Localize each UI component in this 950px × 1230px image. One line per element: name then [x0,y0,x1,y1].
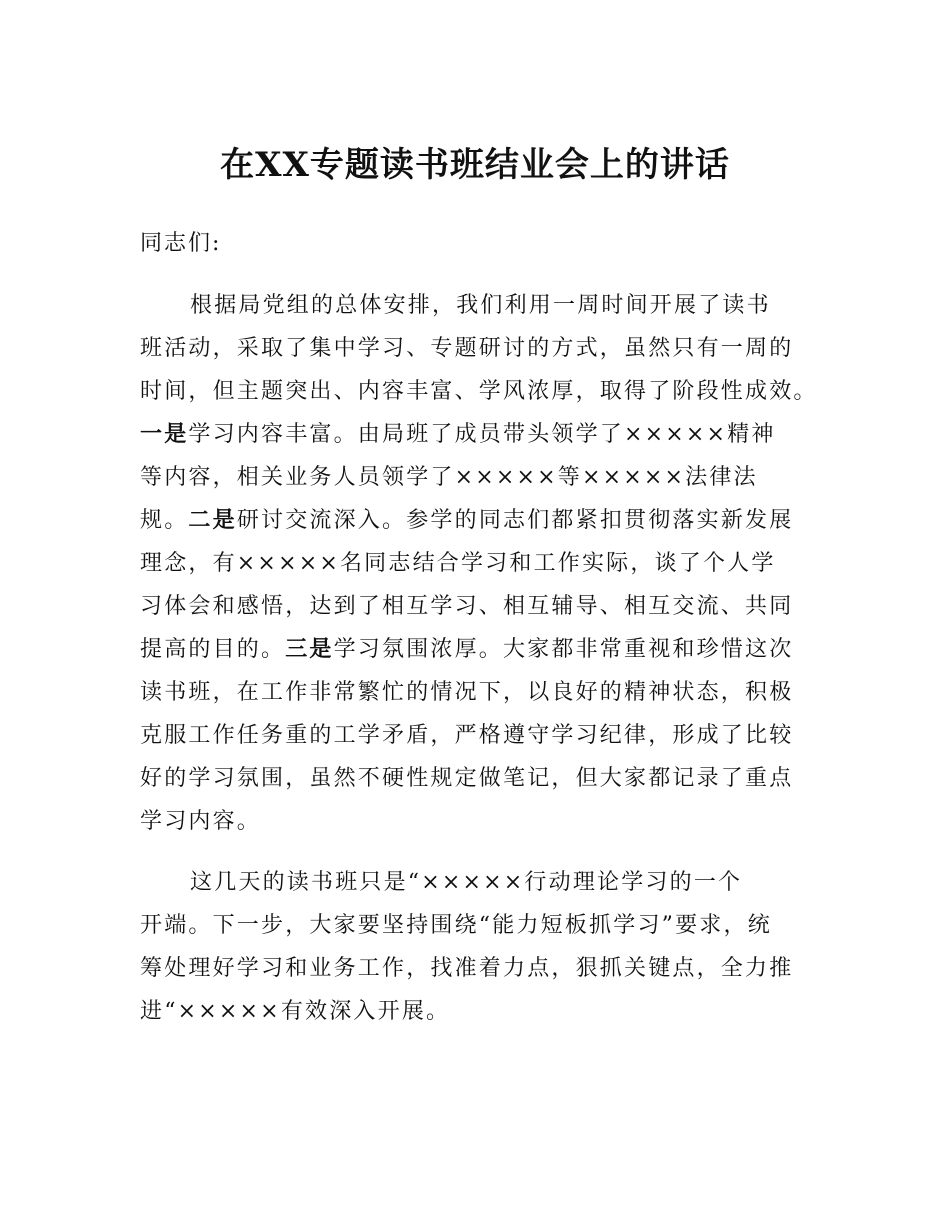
text-line [140,714,812,757]
text-segment: 理念，有×××××名同志结合学习和工作实际，谈了个人学 [140,551,776,576]
text-segment: 好的学习氛围，虽然不硬性规定做笔记，但大家都记录了重点 [140,766,794,791]
text-line [140,456,812,499]
text-segment: 等内容，相关业务人员领学了×××××等×××××法律法 [140,465,758,490]
text-line [140,671,812,714]
text-line [140,542,812,585]
text-line [140,284,812,327]
text-segment: 进“×××××有效深入开展。 [140,999,451,1024]
text-line [140,861,812,904]
text-segment: 学习内容。 [140,809,262,834]
text-line [140,990,812,1033]
text-segment: 规。 [140,508,189,533]
emphasis-label: 二是 [188,507,237,533]
text-line [140,413,812,456]
text-segment: 研讨交流深入。参学的同志们都紧扣贯彻落实新发展 [236,508,794,533]
text-segment: 学习内容丰富。由局班了成员带头领学了×××××精神 [188,422,776,447]
text-segment: 时间，但主题突出、内容丰富、学风浓厚，取得了阶段性成效。 [140,379,818,404]
text-segment: 提高的目的。 [140,637,286,662]
text-segment: 根据局党组的总体安排，我们利用一周时间开展了读书 [190,293,771,318]
text-segment: 筹处理好学习和业务工作，找准着力点，狠抓关键点，全力推 [140,956,794,981]
text-line [140,947,812,990]
salutation: 同志们: [140,231,222,256]
text-segment: 习体会和感悟，达到了相互学习、相互辅导、相互交流、共同 [140,594,794,619]
text-line [140,904,812,947]
text-line [140,370,818,413]
text-segment: 班活动，采取了集中学习、专题研讨的方式，虽然只有一周的 [140,336,794,361]
text-segment: 克服工作任务重的工学矛盾，严格遵守学习纪律，形成了比较 [140,723,794,748]
document-title: 在XX专题读书班结业会上的讲话 [220,145,730,185]
paragraph-1 [140,284,818,843]
text-line [140,628,812,671]
text-segment: 开端。下一步，大家要坚持围绕“能力短板抓学习”要求，统 [140,913,772,938]
text-line [140,585,812,628]
text-line [140,800,812,843]
text-segment: 这几天的读书班只是“×××××行动理论学习的一个 [190,870,743,895]
paragraph-2 [140,861,812,1033]
text-line [140,499,812,542]
emphasis-label: 三是 [285,636,334,662]
text-line [140,327,812,370]
text-line [140,757,812,800]
text-segment: 读书班，在工作非常繁忙的情况下，以良好的精神状态，积极 [140,680,794,705]
text-segment: 学习氛围浓厚。大家都非常重视和珍惜这次 [333,637,794,662]
emphasis-label: 一是 [140,421,189,447]
